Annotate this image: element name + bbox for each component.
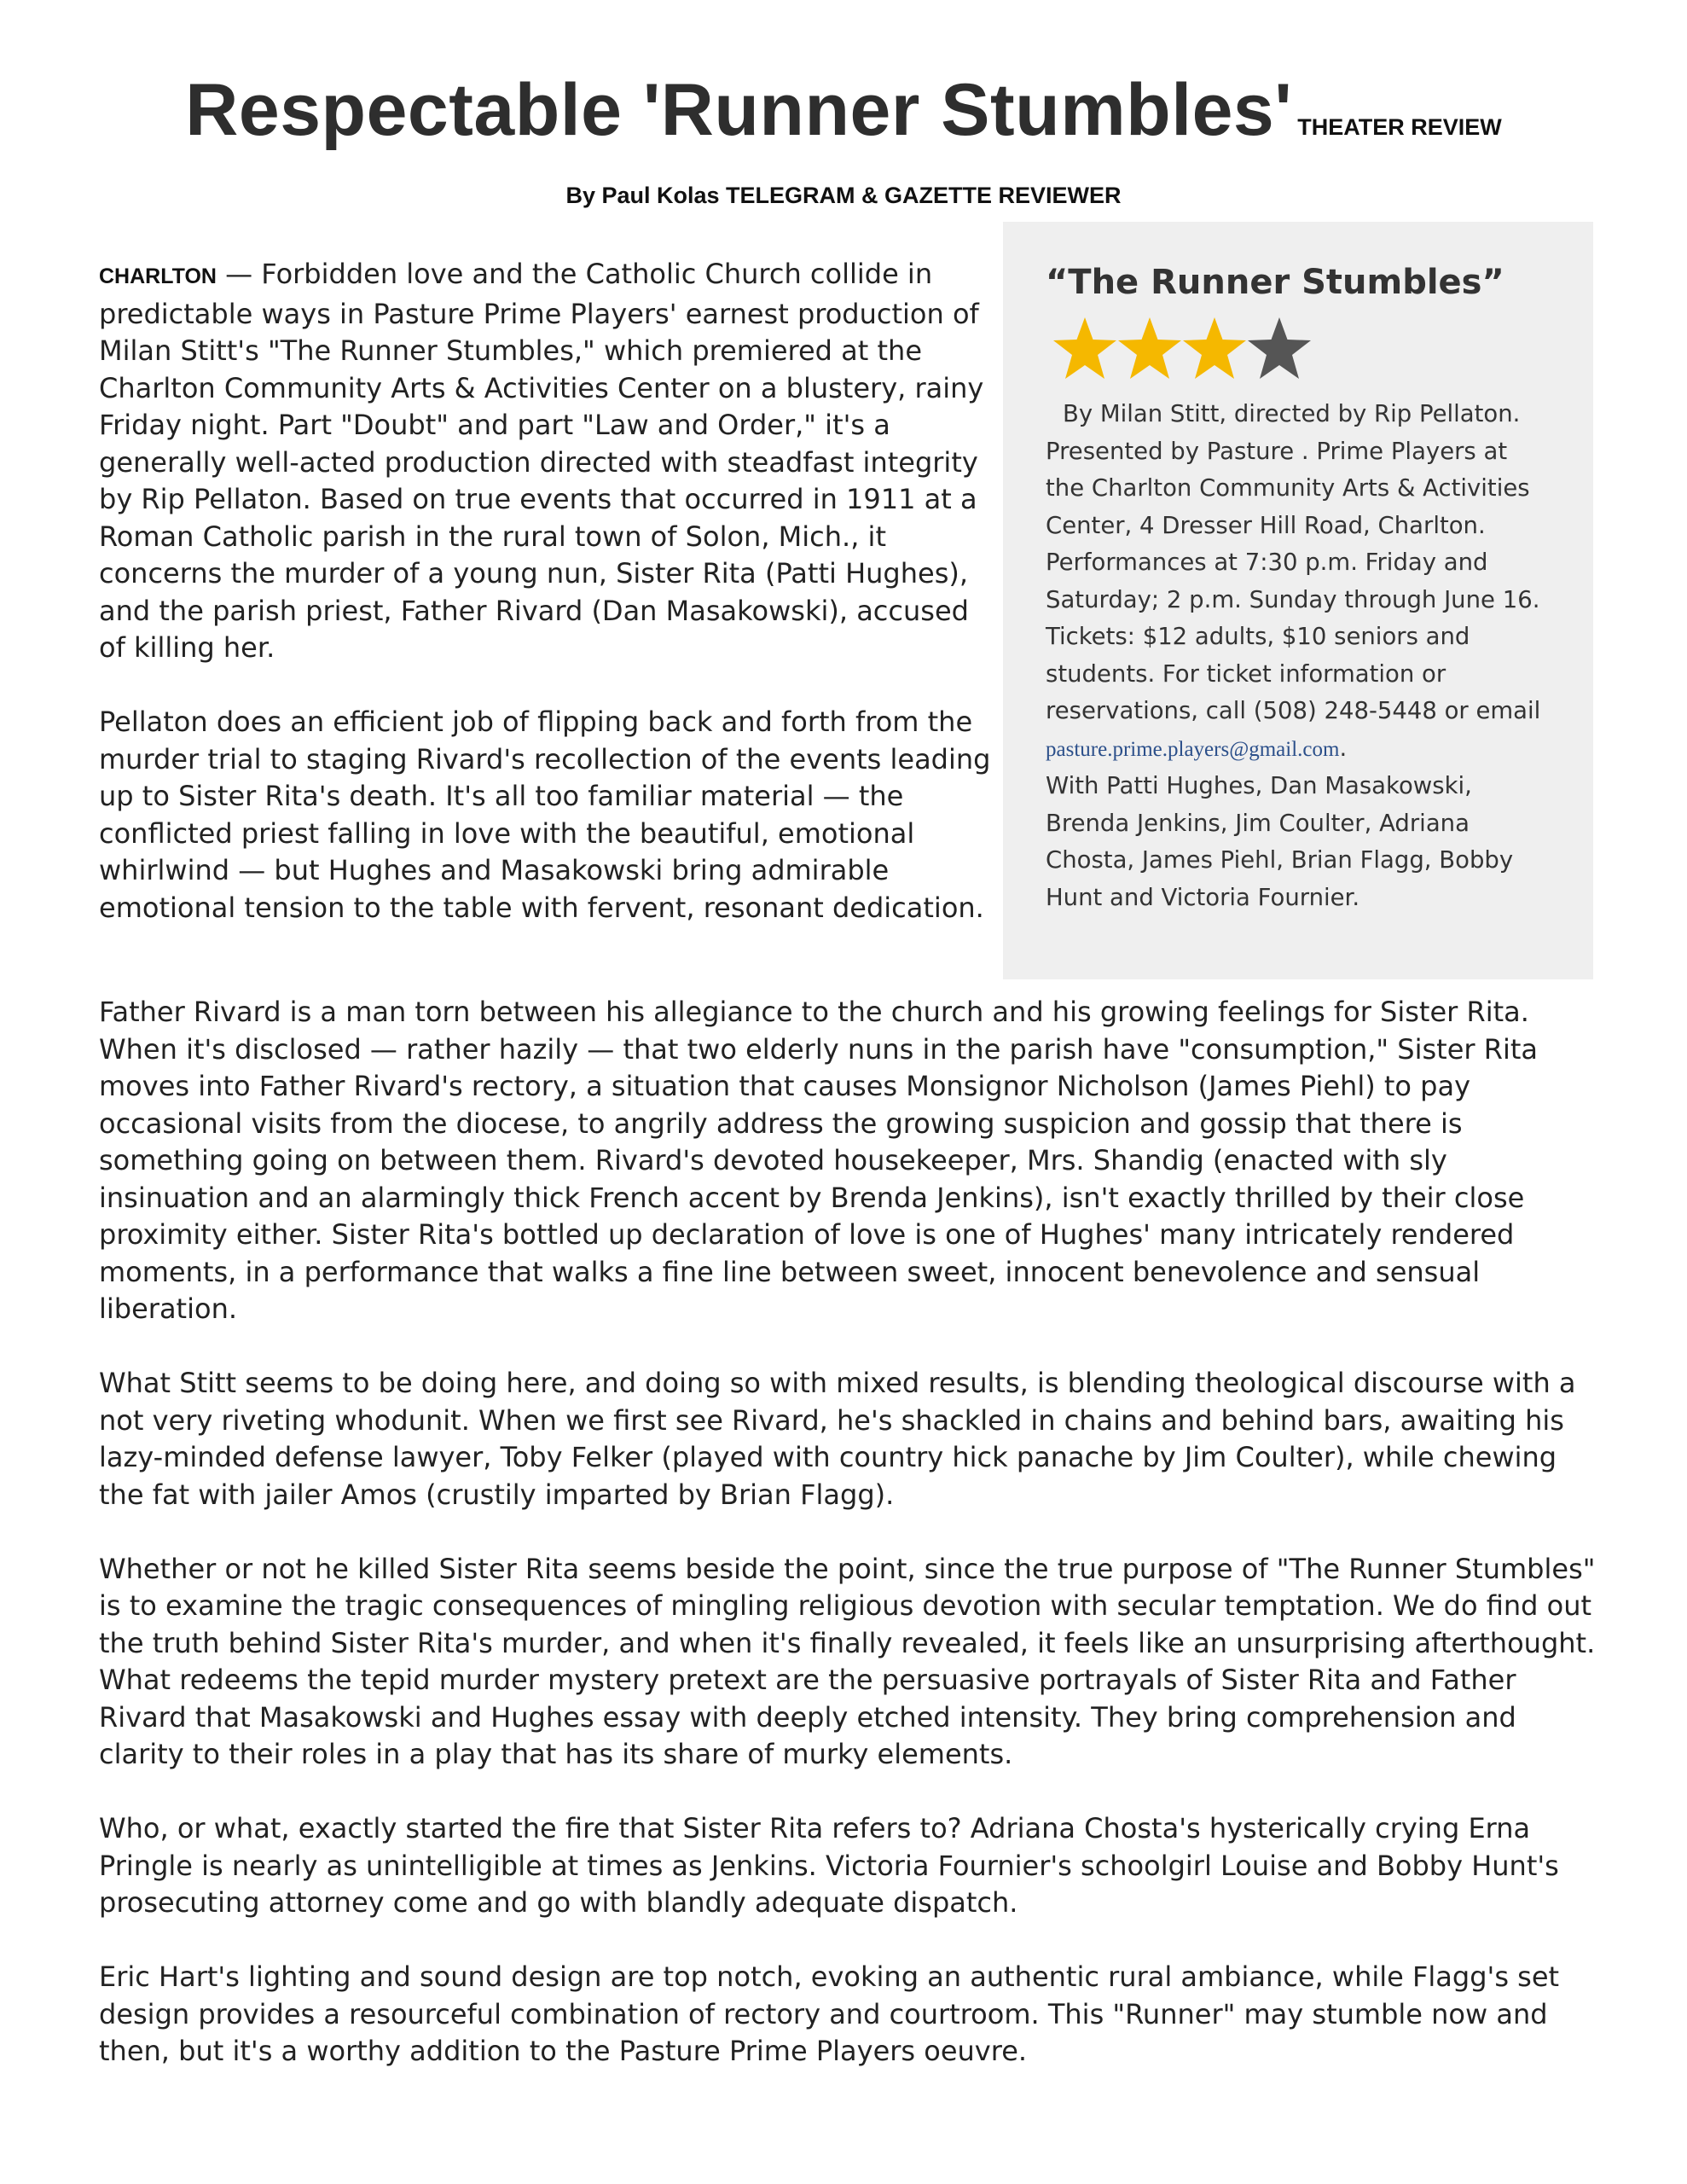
- headline: [0, 68, 1687, 153]
- lead-paragraph: [99, 256, 1003, 667]
- article-title: Respectable 'Runner Stumbles': [185, 69, 1293, 151]
- production-details: [1046, 396, 1551, 916]
- body-paragraph: What Stitt seems to be doing here, and doing so with mixed results, is blending theological discourse with a not very riveting whodunit. When we first see Rivard, he's shackled in chains and behind bars, awaiting his lazy-minded defense lawyer, Toby Felker (played with country hick panache by Jim Coulter), while chewing the fat with jailer Amos (crustily imparted by Brian Flagg).: [99, 1367, 1576, 1511]
- body-paragraph: Who, or what, exactly started the fire that Sister Rita refers to? Adriana Chosta's hysterically crying Erna Pringle is nearly as unintelligible at times as Jenkins. Victoria Fournier's schoolgirl Louise and Bobby Hunt's prosecuting attorney come and go with blandly adequate dispatch.: [99, 1812, 1559, 1919]
- star-empty-icon: [1245, 316, 1313, 382]
- main-column: [99, 994, 1600, 2107]
- lead-column: [99, 256, 1003, 964]
- dateline: CHARLTON: [99, 264, 217, 288]
- star-filled-icon: [1116, 316, 1184, 382]
- star-filled-icon: [1180, 316, 1249, 382]
- body-paragraph: Father Rivard is a man torn between his allegiance to the church and his growing feelings for Sister Rita. When it's disclosed — rather hazily — that two elderly nuns in the parish have "consumption," Sister Rita moves into Father Rivard's rectory, a situation that causes Monsignor Nicholson (James Piehl) to pay occasional visits from the diocese, to angrily address the growing suspicion and gossip that there is something going on between them. Rivard's devoted housekeeper, Mrs. Shandig (enacted with sly insinuation and an alarmingly thick French accent by Brenda Jenkins), isn't exactly thrilled by their close proximity either. Sister Rita's bottled up declaration of love is one of Hughes' many intricately rendered moments, in a performance that walks a fine line between sweet, innocent benevolence and sensual liberation.: [99, 996, 1538, 1325]
- body-paragraph: Whether or not he killed Sister Rita seems beside the point, since the true purpose of "The Runner Stumbles" is to examine the tragic consequences of mingling religious devotion with secular temptation. We do find out the truth behind Sister Rita's murder, and when it's finally revealed, it feels like an unsurprising afterthought. What redeems the tepid murder mystery pretext are the persuasive portrayals of Sister Rita and Father Rivard that Masakowski and Hughes essay with deeply etched intensity. They bring comprehension and clarity to their roles in a play that has its share of murky elements.: [99, 1552, 1596, 1770]
- email-link[interactable]: pasture.prime.players@gmail.com: [1046, 737, 1340, 761]
- star-rating: [1051, 316, 1551, 384]
- performance-info: [1046, 433, 1551, 769]
- lead-text: Forbidden love and the Catholic Church collide in predictable ways in Pasture Prime Players' earnest production of Milan Stitt's "The Runner Stumbles," which premiered at the Charlton Community Arts & Activities Center on a blustery, rainy Friday night. Part "Doubt" and part "Law and Order," it's a generally well-acted production directed with steadfast integrity by Rip Pellaton. Based on true events that occurred in 1911 at a Roman Catholic parish in the rural town of Solon, Mich., it concerns the murder of a young nun, Sister Rita (Patti Hughes), and the parish priest, Father Rivard (Dan Masakowski), accused of killing her.: [99, 258, 984, 664]
- email-period: .: [1339, 734, 1348, 762]
- review-info-box: [1003, 222, 1593, 979]
- body-paragraph: Eric Hart's lighting and sound design are top notch, evoking an authentic rural ambiance, while Flagg's set design provides a resourceful combination of rectory and courtroom. This "Runner" may stumble now and then, but it's a worthy addition to the Pasture Prime Players oeuvre.: [99, 1960, 1560, 2067]
- credits-line: By Milan Stitt, directed by Rip Pellaton.: [1063, 400, 1521, 427]
- body-paragraph: Pellaton does an efficient job of flipping back and forth from the murder trial to staging Rivard's recollection of the events leading up to Sister Rita's death. It's all too familiar material — the conflicted priest falling in love with the beautiful, emotional whirlwind — but Hughes and Masakowski bring admirable emotional tension to the table with fervent, resonant dedication.: [99, 706, 991, 924]
- cast-list: With Patti Hughes, Dan Masakowski, Brenda Jenkins, Jim Coulter, Adriana Chosta, James Piehl, Brian Flagg, Bobby Hunt and Victoria Fournier.: [1046, 772, 1514, 911]
- star-filled-icon: [1051, 316, 1119, 382]
- performance-text: Presented by Pasture . Prime Players at the Charlton Community Arts & Activities Center, 4 Dresser Hill Road, Charlton. Performances at 7:30 p.m. Friday and Saturday; 2 p.m. Sunday through June 16. Tickets: $12 adults, $10 seniors and students. For ticket information or reservations, call (508) 248-5448 or email: [1046, 437, 1541, 724]
- section-tag: THEATER REVIEW: [1297, 114, 1502, 140]
- byline: By Paul Kolas TELEGRAM & GAZETTE REVIEWER: [565, 183, 1122, 208]
- dateline-dash: —: [216, 258, 262, 290]
- info-box-title: “The Runner Stumbles”: [1046, 263, 1504, 302]
